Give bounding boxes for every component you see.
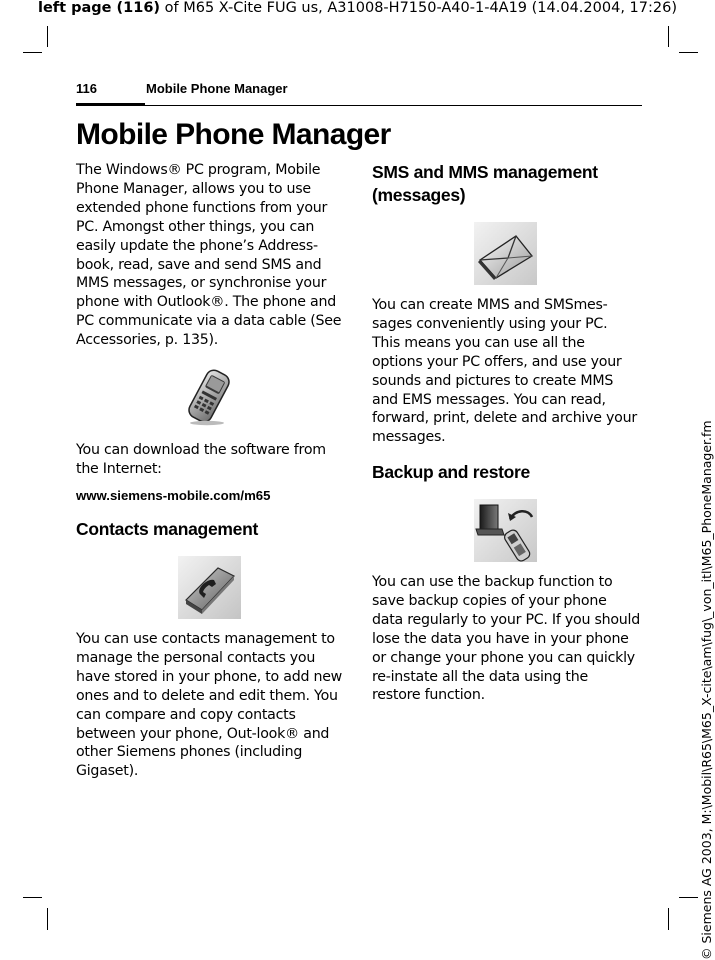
backup-heading: Backup and restore — [372, 462, 530, 482]
backup-paragraph: You can use the backup function to save backup copies of your phone data regularly to your PC. If you should lose the data you have in your phone or change your phone you can quickly re-instate all the data using the restore function. — [372, 574, 640, 704]
running-title: Mobile Phone Manager — [146, 81, 288, 96]
download-paragraph: You can download the software from the Internet: — [76, 442, 326, 477]
contacts-heading: Contacts management — [76, 519, 258, 539]
messages-heading: SMS and MMS management (messages) — [372, 162, 598, 205]
mobile-phone-icon — [180, 366, 238, 426]
running-head — [76, 79, 642, 103]
side-copyright-note — [695, 400, 715, 960]
left-column — [76, 161, 344, 780]
contacts-paragraph: You can use contacts management to manage the personal contacts you have stored in your phone, to add new ones and to delete and edit them. You can compare and copy contacts between your phone, Out-look® and other Siemens phones (including Gigaset). — [76, 631, 343, 780]
intro-paragraph: The Windows® PC program, Mobile Phone Manager, allows you to use extended phone functions from your PC. Amongst other things, you can easily update the phone’s Address-book, read, save and send SMS and MMS messages, or synchronise your phone with Outlook®. The phone and PC communicate via a data cable (See Accessories, p. 135). — [76, 162, 342, 349]
print-header-info: of M65 X-Cite FUG us, A31008-H7150-A40-1-4A19 (14.04.2004, 17:26) — [160, 0, 677, 16]
messages-paragraph: You can create MMS and SMSmes-sages conveniently using your PC. This means you can use all the options your PC offers, and use your sounds and pictures to create MMS and EMS messages. You can read, forward, print, delete and archive your messages. — [372, 297, 637, 446]
crop-mark — [668, 908, 669, 930]
header-rule-thick — [76, 103, 145, 106]
address-book-icon — [178, 556, 241, 619]
right-column — [372, 161, 642, 704]
crop-mark — [47, 26, 48, 47]
crop-mark — [47, 908, 48, 930]
envelope-icon — [474, 222, 537, 285]
print-header — [0, 0, 715, 20]
crop-mark — [23, 52, 42, 53]
page-title: Mobile Phone Manager — [76, 118, 391, 151]
download-url: www.siemens-mobile.com/m65 — [76, 488, 271, 503]
crop-mark — [679, 52, 698, 53]
side-copyright-text: © Siemens AG 2003, M:\Mobil\R65\M65_X-cite\am\fug\_von_itl\M65_PhoneManager.fm — [699, 420, 714, 960]
crop-mark — [23, 897, 42, 898]
header-rule — [145, 105, 642, 106]
side-language-note — [0, 30, 16, 410]
page-number: 116 — [76, 81, 97, 96]
crop-mark — [668, 26, 669, 47]
print-header-page: left page (116) — [38, 0, 161, 16]
pc-phone-sync-icon — [474, 499, 537, 562]
